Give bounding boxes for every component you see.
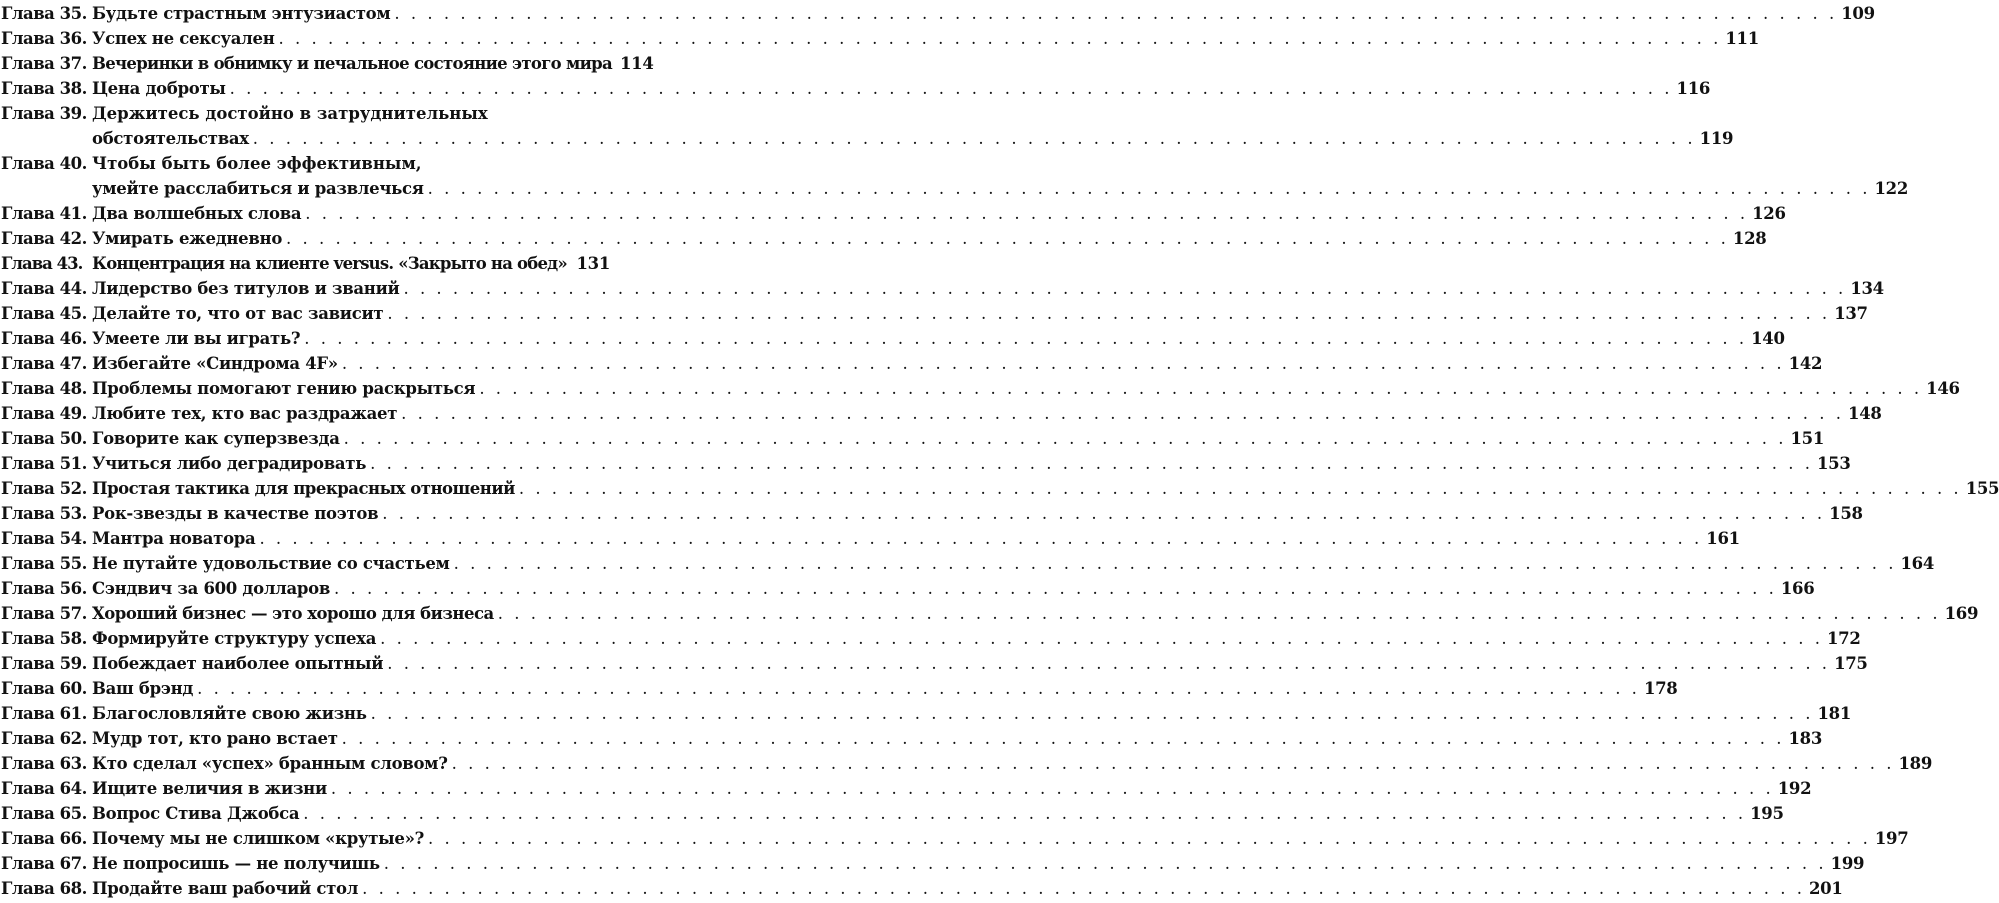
toc-entry [0,876,1843,901]
dot-leader [259,526,1702,551]
toc-entry [0,851,1865,876]
chapter-title: Говорите как суперзвезда [92,429,340,448]
page-number: 155 [1965,479,1999,498]
dot-leader [370,451,1813,476]
dot-leader [387,651,1830,676]
page-number: 109 [1841,4,1875,23]
page-number: 122 [1874,179,1909,198]
page-number: 126 [1752,204,1786,223]
chapter-title: Не попросишь — не получишь [92,854,380,873]
toc-entry [0,576,1815,601]
chapter-title: Вопрос Стива Джобса [92,804,300,823]
page-number: 116 [1676,79,1711,98]
dot-leader [394,1,1837,26]
chapter-number: Глава 64. [1,779,87,798]
chapter-title: Кто сделал «успех» бранным словом? [92,754,448,773]
page-number: 166 [1780,579,1815,598]
chapter-number: Глава 65. [1,804,87,823]
dot-leader [197,676,1640,701]
chapter-title: Успех не сексуален [92,29,275,48]
page-number: 146 [1926,379,1960,398]
toc-entry [0,301,1868,326]
toc-entry [0,701,1852,726]
chapter-number: Глава 41. [1,204,87,223]
chapter-title: Любите тех, кто вас раздражает [92,404,398,423]
dot-leader [428,826,1871,851]
dot-leader [305,201,1748,226]
page-number: 189 [1898,754,1932,773]
chapter-title: Формируйте структуру успеха [92,629,377,648]
toc-entry [0,801,1784,826]
chapter-title: Будьте страстным энтузиастом [92,4,391,23]
chapter-number: Глава 36. [1,29,87,48]
page-number: 181 [1817,704,1852,723]
chapter-number: Глава 61. [1,704,87,723]
page-number: 197 [1874,829,1909,848]
chapter-number: Глава 62. [1,729,87,748]
dot-leader [331,776,1774,801]
chapter-title: обстоятельствах [92,129,249,148]
dot-leader [454,551,1897,576]
page-number: 161 [1706,529,1740,548]
chapter-title: Проблемы помогают гению раскрыться [92,379,476,398]
page-number: 169 [1944,604,1979,623]
dot-leader [403,276,1846,301]
chapter-number: Глава 54. [1,529,87,548]
page-number: 172 [1826,629,1861,648]
dot-leader [387,301,1830,326]
page-number: 148 [1848,404,1882,423]
chapter-number: Глава 37. [1,54,87,73]
chapter-number: Глава 68. [1,879,87,898]
page-number: 131 [576,254,610,273]
toc-entry [0,226,1767,251]
dot-leader [362,876,1805,901]
chapter-number: Глава 44. [1,279,87,298]
toc-entry [0,26,1759,51]
chapter-number: Глава 49. [1,404,87,423]
dot-leader [278,26,1721,51]
page-number: 111 [1725,29,1759,48]
toc-entry [0,1,1875,26]
chapter-title-line1: Держитесь достойно в затруднительных [92,104,488,123]
chapter-title: Ищите величия в жизни [92,779,327,798]
toc-entry [0,351,1823,376]
page-number: 195 [1750,804,1784,823]
toc-entry [0,376,1960,401]
chapter-title: Ваш брэнд [92,679,194,698]
page-number: 158 [1829,504,1863,523]
chapter-number: Глава 63. [1,754,87,773]
page-number: 175 [1834,654,1868,673]
toc-entry [0,676,1678,701]
page-number: 201 [1808,879,1843,898]
chapter-number: Глава 38. [1,79,87,98]
chapter-title: Делайте то, что от вас зависит [92,304,384,323]
toc-entry [0,826,1909,851]
dot-leader [304,326,1747,351]
toc-entry [0,151,1909,201]
chapter-title: Не путайте удовольствие со счастьем [92,554,450,573]
page-number: 119 [1699,129,1734,148]
chapter-number: Глава 45. [1,304,87,323]
toc-entry [0,51,654,76]
chapter-title-line1: Чтобы быть более эффективным, [92,154,422,173]
chapter-number: Глава 60. [1,679,87,698]
toc-entry [0,726,1823,751]
toc-entry [0,626,1861,651]
dot-leader [230,76,1673,101]
toc-entry [0,401,1882,426]
chapter-number: Глава 58. [1,629,87,648]
dot-leader [452,751,1895,776]
chapter-number: Глава 56. [1,579,87,598]
chapter-title: Избегайте «Синдрома 4F» [92,354,338,373]
chapter-number: Глава 40. [1,154,87,173]
toc-entry [0,526,1740,551]
dot-leader [571,251,573,276]
chapter-title: Простая тактика для прекрасных отношений [92,479,515,498]
toc-entry [0,276,1884,301]
chapter-title: Умеете ли вы играть? [92,329,301,348]
chapter-number: Глава 55. [1,554,87,573]
page-number: 153 [1817,454,1851,473]
chapter-title: Хороший бизнес — это хорошо для бизнеса [92,604,494,623]
dot-leader [380,626,1823,651]
page-number: 178 [1643,679,1678,698]
toc-entry [0,76,1711,101]
dot-leader [428,176,1871,201]
toc-entry [0,501,1863,526]
dot-leader [342,726,1785,751]
page-number: 192 [1777,779,1812,798]
chapter-title: Сэндвич за 600 долларов [92,579,330,598]
toc-entry [0,776,1812,801]
page-number: 151 [1790,429,1825,448]
chapter-number: Глава 42. [1,229,87,248]
chapter-title: Два волшебных слова [92,204,302,223]
page-number: 183 [1788,729,1823,748]
page-number: 134 [1850,279,1884,298]
page-number: 114 [619,54,654,73]
dot-leader [334,576,1777,601]
toc-entry [0,476,1999,501]
chapter-title: Побеждает наиболее опытный [92,654,384,673]
toc-entry [0,451,1851,476]
dot-leader [382,501,1825,526]
toc-entry [0,751,1932,776]
dot-leader [303,801,1746,826]
chapter-number: Глава 52. [1,479,87,498]
page-number: 199 [1830,854,1865,873]
chapter-title: Мудр тот, кто рано встает [92,729,338,748]
chapter-title: Учиться либо деградировать [92,454,367,473]
chapter-number: Глава 35. [1,4,87,23]
chapter-title: умейте расслабиться и развлечься [92,179,424,198]
chapter-title: Рок-звезды в качестве поэтов [92,504,379,523]
chapter-title: Продайте ваш рабочий стол [92,879,359,898]
toc-entry [0,326,1785,351]
toc-entry [0,426,1825,451]
chapter-number: Глава 66. [1,829,87,848]
chapter-number: Глава 43. [1,254,83,273]
chapter-number: Глава 57. [1,604,87,623]
chapter-number: Глава 39. [1,104,87,123]
chapter-title: Вечеринки в обнимку и печальное состояние этого мира [92,54,612,73]
chapter-title: Концентрация на клиенте versus. «Закрыто на обед» [92,254,567,273]
chapter-number: Глава 67. [1,854,87,873]
page-number: 140 [1751,329,1785,348]
chapter-number: Глава 47. [1,354,87,373]
dot-leader [286,226,1729,251]
dot-leader [401,401,1844,426]
chapter-title: Почему мы не слишком «крутые»? [92,829,424,848]
chapter-number: Глава 53. [1,504,87,523]
toc-entry [0,551,1934,576]
toc-entry [0,101,1734,151]
chapter-number: Глава 59. [1,654,87,673]
dot-leader [384,851,1827,876]
toc-entry [0,601,1979,626]
dot-leader [253,126,1696,151]
toc-entry [0,651,1868,676]
dot-leader [344,426,1787,451]
chapter-number: Глава 50. [1,429,87,448]
toc-entry [0,251,620,276]
chapter-title: Умирать ежедневно [92,229,283,248]
chapter-number: Глава 51. [1,454,87,473]
page-number: 164 [1900,554,1934,573]
dot-leader [519,476,1962,501]
toc-entry [0,201,1786,226]
chapter-title: Благословляйте свою жизнь [92,704,367,723]
chapter-number: Глава 48. [1,379,87,398]
dot-leader [479,376,1922,401]
dot-leader [342,351,1785,376]
page-number: 142 [1788,354,1823,373]
dot-leader [498,601,1941,626]
chapter-number: Глава 46. [1,329,87,348]
dot-leader [371,701,1814,726]
page-number: 128 [1732,229,1767,248]
chapter-title: Мантра новатора [92,529,256,548]
page-number: 137 [1834,304,1868,323]
chapter-title: Лидерство без титулов и званий [92,279,400,298]
chapter-title: Цена доброты [92,79,226,98]
